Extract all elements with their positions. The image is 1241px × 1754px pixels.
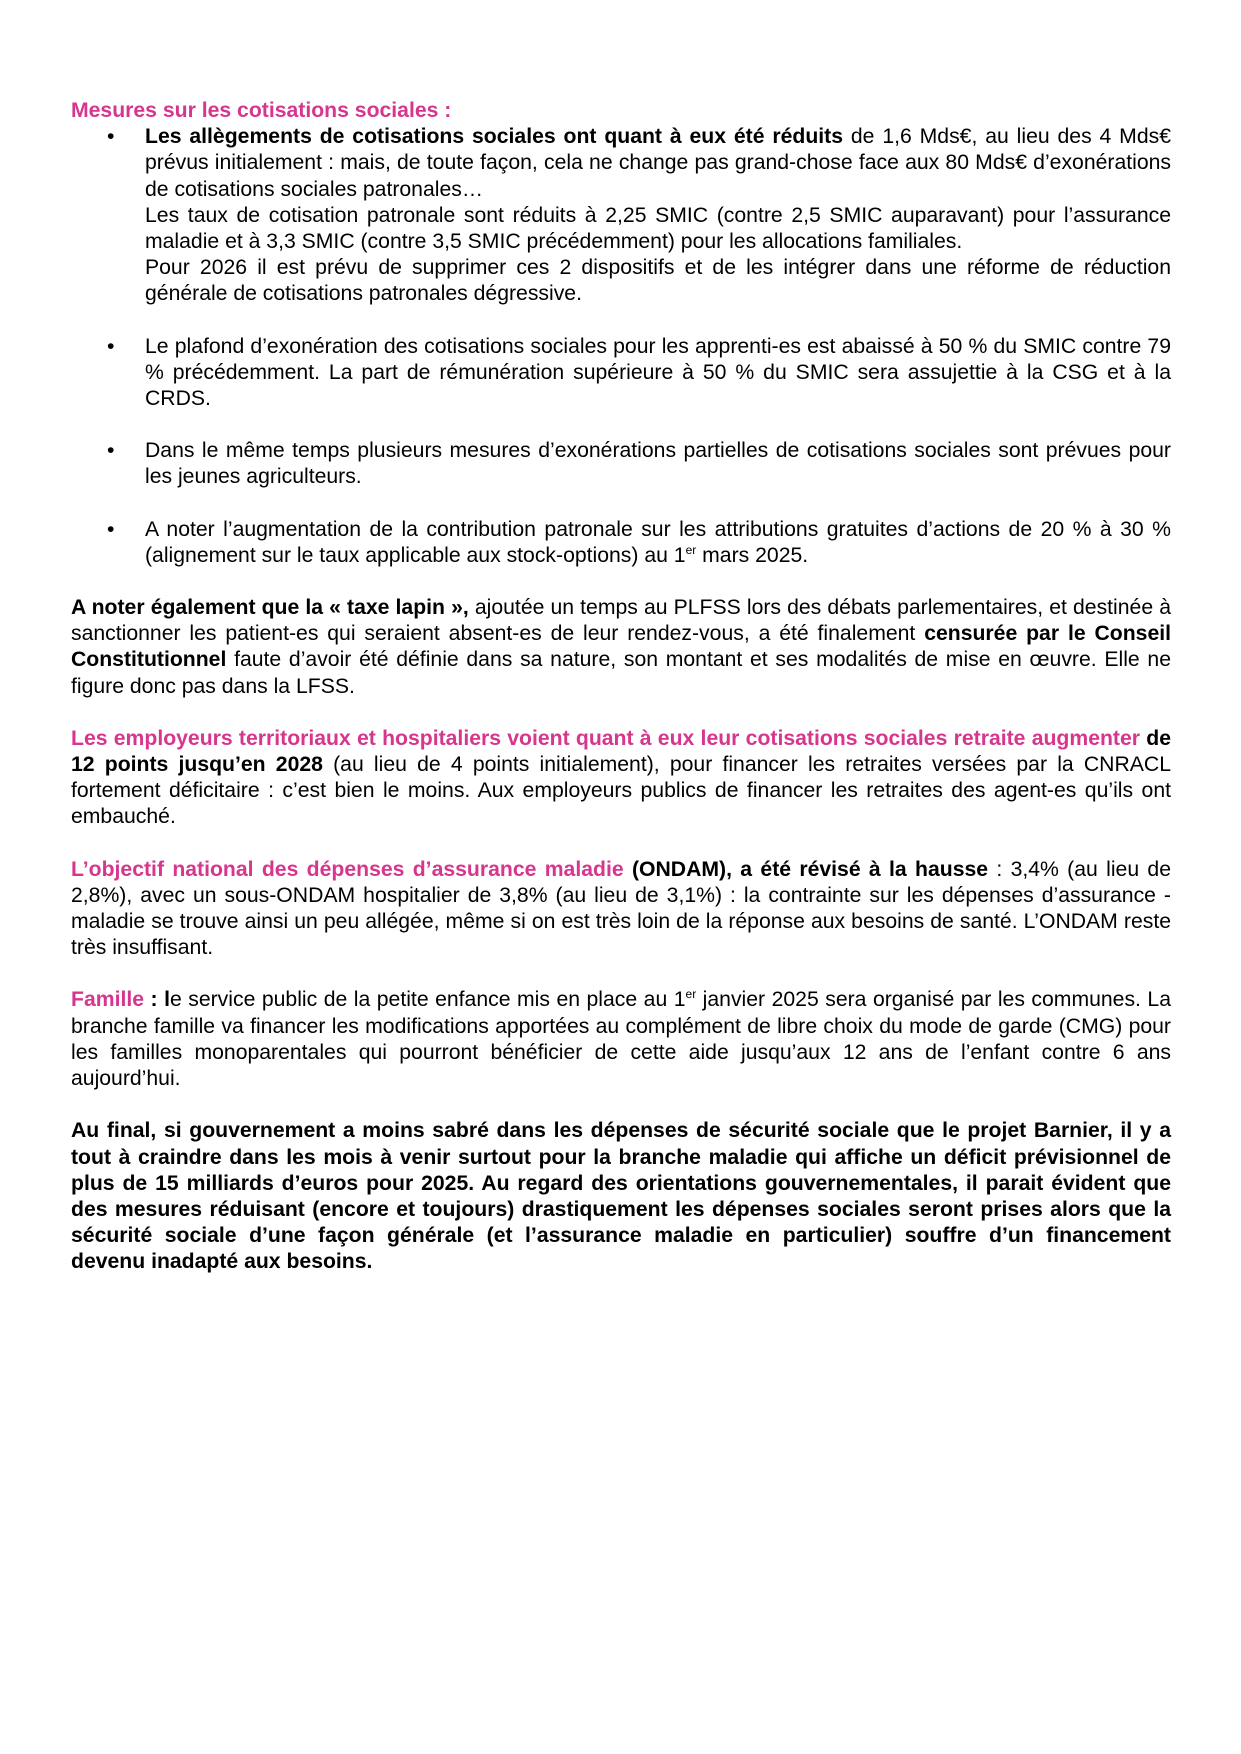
paragraph-text: ajoutée un temps au PLFSS lors des débats parlementaires, et destinée à sanctionner les patient-es qui seraient absent-es de leur rendez-vous, a été finalement [71,596,1171,646]
pink-lead: Les employeurs territoriaux et hospitaliers voient quant à eux leur cotisations sociales retraite augmenter [71,726,1141,750]
bold-lead: A noter également que la « taxe lapin », [71,596,469,620]
paragraph-text: : 3,4% (au lieu de 2,8%), avec un sous-ONDAM hospitalier de 3,8% (au lieu de 3,1%) : la contrainte sur les dépenses d’assurance -maladie se trouve ainsi un peu allégée, même si on est très loin de la réponse aux besoins de santé. L’ONDAM reste très insuffisant. [71,857,1171,960]
superscript: er [685,542,697,557]
bullet-text: Dans le même temps plusieurs mesures d’exonérations partielles de cotisations sociales sont prévues pour les jeunes agriculteurs. [145,439,1171,489]
superscript: er [685,987,697,1002]
measures-list [71,124,1171,569]
bullet-icon: • [107,125,115,149]
bullet-text: Le plafond d’exonération des cotisations sociales pour les apprenti-es est abaissé à 50 % du SMIC contre 79 % précédemment. La part de rémunération supérieure à 50 % du SMIC sera assujettie à la CSG et à la CRDS. [145,334,1171,411]
bullet-icon: • [107,517,115,541]
document-page [71,98,1171,1302]
paragraph-text: e service public de la petite enfance mis en place au 1 [169,988,686,1012]
bullet-text-after: mars 2025. [696,543,809,567]
bullet-bold-lead: Les allègements de cotisations sociales ont quant à eux été réduits [145,125,844,149]
paragraph-final [71,1118,1171,1275]
bold-emphasis: censurée par le Conseil Constitutionnel [71,622,1172,672]
paragraph-text: janvier 2025 sera organisé par les communes. La branche famille va financer les modifications apportées au complément de libre choix du mode de garde (CMG) pour les familles monoparentales qui pourront bénéficier de cette aide jusqu’aux 12 ans de l’enfant contre 6 ans aujourd’hui. [71,988,1171,1091]
bold-emphasis: de 12 points jusqu’en 2028 [71,726,1171,777]
paragraph-text: (au lieu de 4 points initialement), pour financer les retraites versées par la CNRACL fortement déficitaire : c’est bien le moins. Aux employeurs publics de financer les retraites des agent-es qu’ils ont embauché. [71,753,1171,829]
final-conclusion: Au final, si gouvernement a moins sabré dans les dépenses de sécurité sociale que le projet Barnier, il y a tout à craindre dans les mois à venir surtout pour la branche maladie qui affiche un déficit prévisionnel de plus de 15 milliards d’euros pour 2025. Au regard des orientations gouvernementales, il parait évident que des mesures réduisant (encore et toujours) drastiquement les dépenses sociales seront prises alors que la sécurité sociale d’une façon générale (et l’assurance maladie en particulier) souffre d’un financement devenu inadapté aux besoins. [71,1119,1171,1274]
pink-lead: Famille [71,988,145,1012]
list-item [71,124,1171,307]
bold-emphasis: (ONDAM), a été révisé à la hausse [623,857,989,881]
list-item [71,438,1171,490]
paragraph-famille [71,987,1171,1092]
bullet-paragraph [145,124,1171,203]
section-title: Mesures sur les cotisations sociales : [71,99,452,122]
paragraph-taxe-lapin [71,595,1171,700]
bold-emphasis: : l [144,988,170,1012]
list-item [71,517,1171,569]
bullet-text: de 1,6 Mds€, au lieu des 4 Mds€ prévus initialement : mais, de toute façon, cela ne change pas grand-chose face aux 80 Mds€ d’exonérations de cotisations sociales patronales… [145,125,1171,201]
bullet-paragraph: Les taux de cotisation patronale sont réduits à 2,25 SMIC (contre 2,5 SMIC auparavant) pour l’assurance maladie et à 3,3 SMIC (contre 3,5 SMIC précédemment) pour les allocations familiales. [145,203,1171,254]
pink-lead: L’objectif national des dépenses d’assurance maladie [71,857,624,881]
list-item [71,334,1171,413]
bullet-text: A noter l’augmentation de la contribution patronale sur les attributions gratuites d’actions de 20 % à 30 % (alignement sur le taux applicable aux stock-options) au 1 [145,517,1171,567]
paragraph-employeurs [71,726,1171,831]
bullet-icon: • [107,439,115,463]
bullet-icon: • [107,334,115,358]
paragraph-ondam [71,857,1171,962]
paragraph-text: faute d’avoir été définie dans sa nature, son montant et ses modalités de mise en œuvre. Elle ne figure donc pas dans la LFSS. [71,648,1171,698]
bullet-paragraph: Pour 2026 il est prévu de supprimer ces 2 dispositifs et de les intégrer dans une réforme de réduction générale de cotisations patronales dégressive. [145,256,1171,306]
